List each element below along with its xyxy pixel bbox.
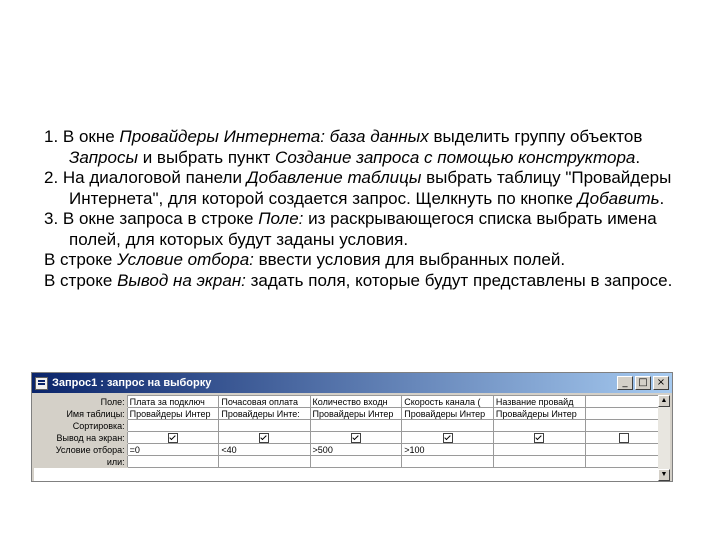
sort-cell[interactable] [493, 420, 585, 432]
step-3: 3. В окне запроса в строке Поле: из раскрывающегося списка выбрать имена полей, для которых будут заданы условия. [44, 209, 657, 249]
show-checkbox[interactable] [443, 433, 453, 443]
window-title: Запрос1 : запрос на выборку [52, 377, 212, 389]
show-cell [493, 432, 585, 444]
instructions-text [44, 127, 704, 291]
sort-cell[interactable] [310, 420, 402, 432]
criteria-cell[interactable]: <40 [219, 444, 310, 456]
table-cell[interactable]: Провайдеры Интер [493, 408, 585, 420]
table-cell[interactable]: Провайдеры Интер [402, 408, 494, 420]
criteria-cell[interactable] [585, 444, 663, 456]
row-label: Условие отбора: [35, 444, 128, 456]
show-cell [127, 432, 219, 444]
field-cell[interactable]: Название провайд [493, 396, 585, 408]
or-cell[interactable] [127, 456, 219, 468]
step-criteria: В строке Условие отбора: ввести условия для выбранных полей. [44, 250, 566, 269]
close-button[interactable]: × [653, 376, 669, 390]
show-cell [310, 432, 402, 444]
query-icon [35, 377, 48, 390]
table-cell[interactable]: Провайдеры Интер [310, 408, 402, 420]
table-cell[interactable]: Провайдеры Инте: [219, 408, 310, 420]
sort-cell[interactable] [219, 420, 310, 432]
show-cell [219, 432, 310, 444]
scroll-up-icon[interactable]: ▲ [658, 395, 670, 407]
show-checkbox[interactable] [619, 433, 629, 443]
query-window [31, 372, 673, 482]
step-2: 2. На диалоговой панели Добавление таблицы выбрать таблицу "Провайдеры Интернета", для которой создается запрос. Щелкнуть по кнопке Добавить. [44, 168, 672, 208]
maximize-button[interactable]: □ [635, 376, 651, 390]
sort-cell[interactable] [585, 420, 663, 432]
scroll-down-icon[interactable]: ▼ [658, 469, 670, 481]
show-checkbox[interactable] [534, 433, 544, 443]
step-show: В строке Вывод на экран: задать поля, которые будут представлены в запросе. [44, 270, 673, 290]
row-label: Имя таблицы: [35, 408, 128, 420]
table-cell[interactable]: Провайдеры Интер [127, 408, 219, 420]
show-checkbox[interactable] [351, 433, 361, 443]
show-checkbox[interactable] [168, 433, 178, 443]
row-or [35, 456, 664, 468]
criteria-cell[interactable]: >500 [310, 444, 402, 456]
minimize-button[interactable]: _ [617, 376, 633, 390]
row-criteria [35, 444, 664, 456]
field-cell[interactable]: Количество входн [310, 396, 402, 408]
row-sort [35, 420, 664, 432]
field-cell[interactable]: Почасовая оплата [219, 396, 310, 408]
qbe-grid [34, 395, 664, 481]
or-cell[interactable] [310, 456, 402, 468]
row-label: Вывод на экран: [35, 432, 128, 444]
row-field [35, 396, 664, 408]
criteria-cell[interactable]: >100 [402, 444, 494, 456]
row-label: или: [35, 456, 128, 468]
show-cell [402, 432, 494, 444]
title-bar[interactable] [32, 373, 672, 393]
criteria-cell[interactable] [493, 444, 585, 456]
table-cell[interactable] [585, 408, 663, 420]
show-cell [585, 432, 663, 444]
sort-cell[interactable] [127, 420, 219, 432]
sort-cell[interactable] [402, 420, 494, 432]
field-cell[interactable]: Скорость канала ( [402, 396, 494, 408]
or-cell[interactable] [219, 456, 310, 468]
criteria-cell[interactable]: =0 [127, 444, 219, 456]
show-checkbox[interactable] [259, 433, 269, 443]
row-show [35, 432, 664, 444]
row-label: Поле: [35, 396, 128, 408]
row-table [35, 408, 664, 420]
or-cell[interactable] [493, 456, 585, 468]
row-label: Сортировка: [35, 420, 128, 432]
step-1: 1. В окне Провайдеры Интернета: база данных выделить группу объектов Запросы и выбрать пункт Создание запроса с помощью конструктора. [44, 127, 643, 167]
vertical-scrollbar[interactable] [658, 395, 670, 481]
or-cell[interactable] [585, 456, 663, 468]
field-cell[interactable] [585, 396, 663, 408]
field-cell[interactable]: Плата за подключ [127, 396, 219, 408]
or-cell[interactable] [402, 456, 494, 468]
